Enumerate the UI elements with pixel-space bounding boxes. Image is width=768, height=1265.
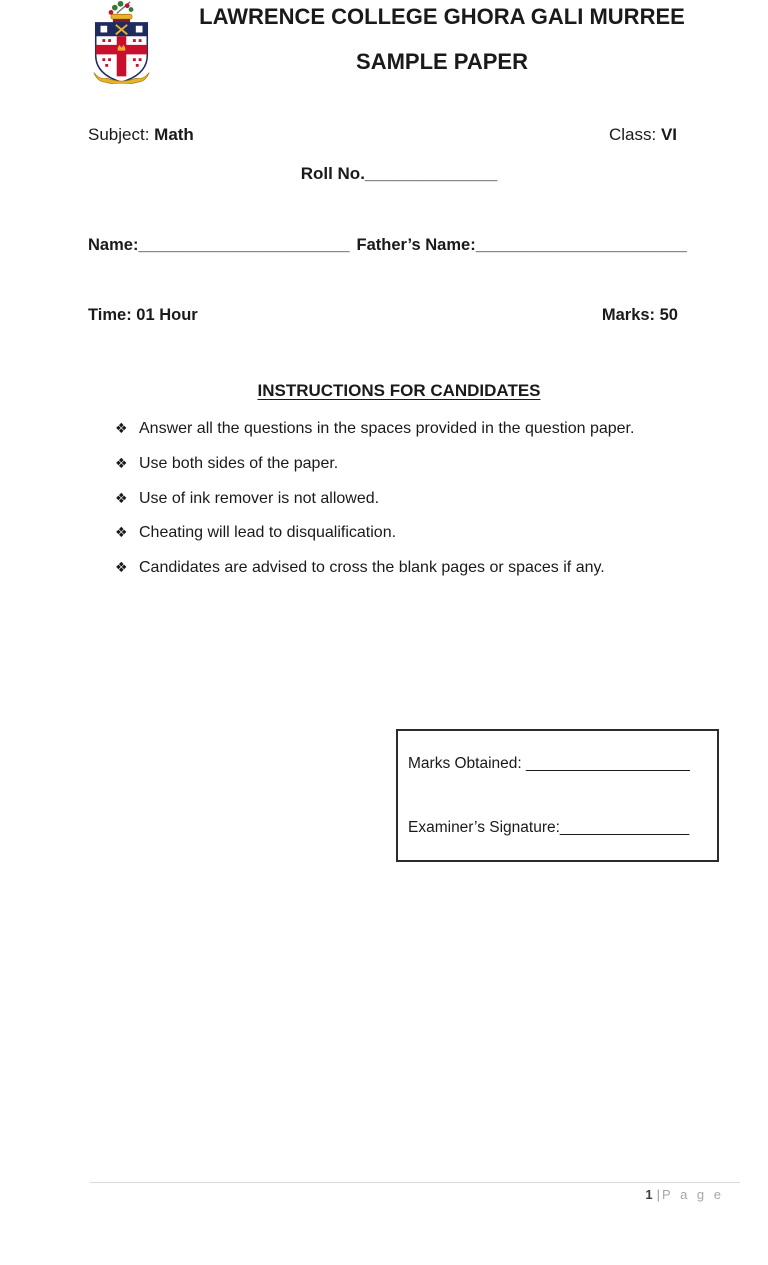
- instruction-text: Use of ink remover is not allowed.: [139, 489, 380, 507]
- examiner-marks-box: [396, 729, 719, 862]
- instruction-item: [115, 560, 710, 577]
- instruction-item: [115, 525, 710, 542]
- diamond-bullet-icon: ❖: [115, 421, 128, 437]
- header-titles: [155, 0, 729, 75]
- paper-title: SAMPLE PAPER: [356, 49, 528, 75]
- class-field: [609, 125, 677, 145]
- instruction-text: Use both sides of the paper.: [139, 454, 339, 472]
- roll-no-field: Roll No.______________: [300, 164, 498, 183]
- subject-label: Subject:: [88, 125, 155, 144]
- crest-icon: [88, 0, 155, 84]
- instruction-item: [115, 421, 710, 438]
- name-row: [88, 236, 710, 255]
- page-word: P a g e: [662, 1187, 724, 1202]
- time-label: Time: 01 Hour: [88, 306, 198, 324]
- diamond-bullet-icon: ❖: [115, 560, 128, 577]
- instruction-text: Cheating will lead to disqualification.: [139, 524, 397, 542]
- instruction-text: Answer all the questions in the spaces provided in the question paper.: [139, 420, 635, 437]
- name-blank-line: _______________________: [138, 236, 350, 254]
- class-value: VI: [660, 125, 677, 144]
- marks-label: Marks: 50: [601, 306, 678, 324]
- page-content: [0, 125, 768, 862]
- marks-obtained-field: Marks Obtained: ___________________: [408, 754, 690, 772]
- instructions-list: [88, 421, 710, 577]
- examiner-signature-field: Examiner’s Signature:_______________: [408, 818, 690, 836]
- diamond-bullet-icon: ❖: [115, 490, 128, 507]
- diamond-bullet-icon: ❖: [115, 455, 128, 472]
- father-name-blank-line: _______________________: [475, 236, 687, 254]
- page-footer: [90, 1182, 740, 1202]
- page-number: 1: [645, 1187, 655, 1202]
- subject-field: [88, 125, 194, 145]
- footer-separator: |: [656, 1187, 661, 1202]
- class-label: Class:: [608, 125, 661, 144]
- instruction-item: [115, 491, 710, 508]
- school-name: LAWRENCE COLLEGE GHORA GALI MURREE: [199, 4, 685, 29]
- father-name-label: Father’s Name:: [356, 236, 476, 254]
- time-marks-row: [88, 306, 710, 325]
- name-label: Name:: [88, 236, 139, 254]
- subject-value: Math: [154, 125, 194, 144]
- instructions-heading: INSTRUCTIONS FOR CANDIDATES: [257, 381, 541, 400]
- subject-class-row: [88, 125, 710, 145]
- school-crest-logo: [88, 0, 155, 84]
- instruction-item: [115, 456, 710, 473]
- page-header: [0, 0, 768, 92]
- diamond-bullet-icon: ❖: [115, 525, 128, 542]
- instruction-text: Candidates are advised to cross the blank pages or spaces if any.: [139, 559, 605, 577]
